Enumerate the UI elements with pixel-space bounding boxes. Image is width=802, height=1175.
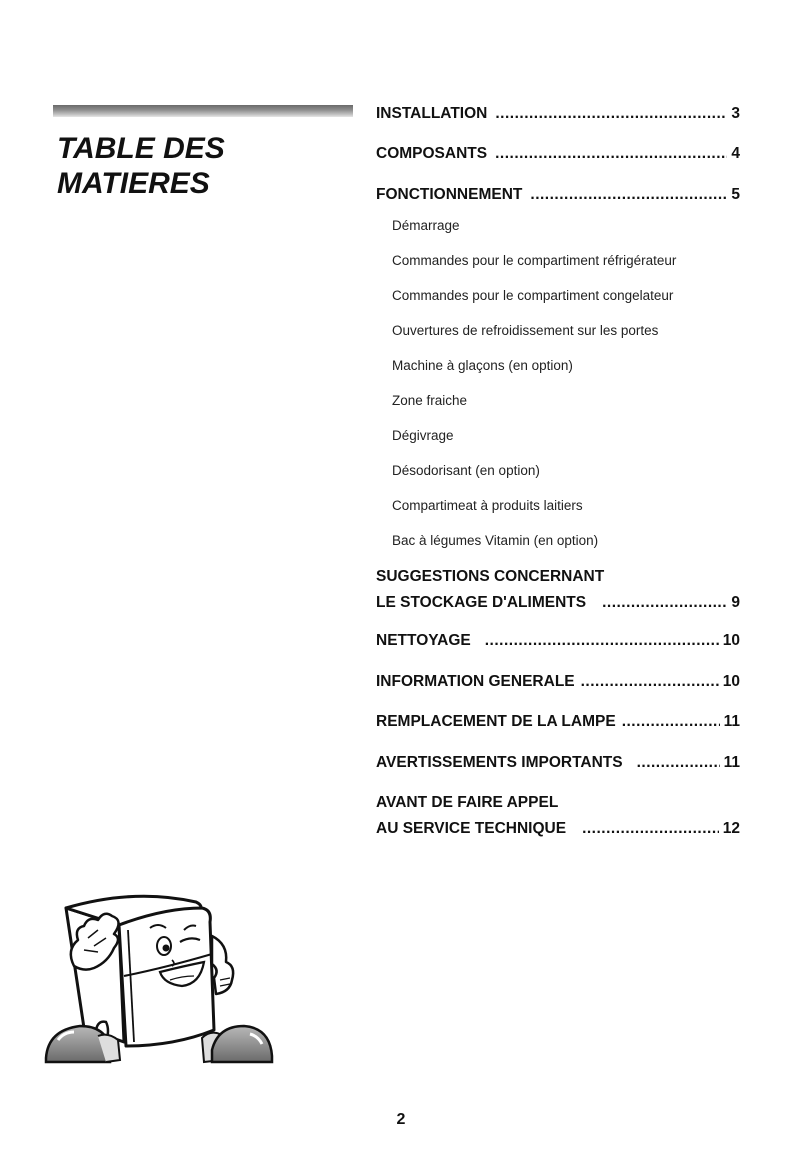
toc-entry-page: 9 xyxy=(731,594,740,611)
header-rule xyxy=(53,105,353,117)
toc-entry-remplacement-lampe[interactable] xyxy=(376,709,740,735)
toc-subitem[interactable]: Ouvertures de refroidissement sur les portes xyxy=(392,323,659,338)
toc-entry-label: FONCTIONNEMENT xyxy=(376,186,523,203)
dot-leader xyxy=(530,182,727,208)
toc-subitem[interactable]: Compartimeat à produits laitiers xyxy=(392,498,583,513)
toc-entry-nettoyage[interactable] xyxy=(376,628,740,654)
toc-subitem[interactable]: Machine à glaçons (en option) xyxy=(392,358,573,373)
dot-leader xyxy=(637,750,720,776)
dot-leader xyxy=(581,669,719,695)
dot-leader xyxy=(602,590,727,616)
toc-entry-page: 11 xyxy=(723,713,740,730)
toc-entry-label: AU SERVICE TECHNIQUE xyxy=(376,820,567,837)
dot-leader xyxy=(495,101,727,127)
toc-entry-stockage[interactable] xyxy=(376,564,740,616)
toc-entry-label: INSTALLATION xyxy=(376,105,488,122)
page-title-line-2: MATIERES xyxy=(57,167,210,200)
page-title xyxy=(57,131,225,201)
dot-leader xyxy=(485,628,719,654)
toc-entry-page: 10 xyxy=(722,673,740,690)
toc-entry-installation[interactable] xyxy=(376,101,740,127)
dot-leader xyxy=(622,709,720,735)
toc-subitem[interactable]: Commandes pour le compartiment congelateur xyxy=(392,288,674,303)
toc-subitem[interactable]: Désodorisant (en option) xyxy=(392,463,540,478)
toc-entry-page: 4 xyxy=(731,145,740,162)
toc-subitem[interactable]: Bac à légumes Vitamin (en option) xyxy=(392,533,599,548)
toc-entry-label: INFORMATION GENERALE xyxy=(376,673,575,690)
toc-entry-page: 3 xyxy=(731,105,740,122)
toc-entry-label: REMPLACEMENT DE LA LAMPE xyxy=(376,713,616,730)
toc-subitem[interactable]: Commandes pour le compartiment réfrigérateur xyxy=(392,253,677,268)
toc-entry-label: COMPOSANTS xyxy=(376,145,488,162)
toc-entry-label-line-1: AVANT DE FAIRE APPEL xyxy=(376,794,559,811)
refrigerator-mascot-icon xyxy=(44,880,276,1080)
toc-entry-label-line-1: SUGGESTIONS CONCERNANT xyxy=(376,568,605,585)
toc-subitem[interactable]: Démarrage xyxy=(392,218,460,233)
toc-entry-service-technique[interactable] xyxy=(376,790,740,842)
toc-subitem[interactable]: Dégivrage xyxy=(392,428,454,443)
toc-entry-page: 11 xyxy=(723,754,740,771)
toc-entry-page: 10 xyxy=(722,632,740,649)
toc-entry-fonctionnement[interactable] xyxy=(376,182,740,208)
toc-entry-composants[interactable] xyxy=(376,141,740,167)
toc-entry-page: 12 xyxy=(722,820,740,837)
toc-entry-label: AVERTISSEMENTS IMPORTANTS xyxy=(376,754,623,771)
toc-entry-label: LE STOCKAGE D'ALIMENTS xyxy=(376,594,587,611)
toc-entry-avertissements[interactable] xyxy=(376,750,740,776)
toc-subitem[interactable]: Zone fraiche xyxy=(392,393,468,408)
toc-entry-page: 5 xyxy=(731,186,740,203)
toc-entry-label: NETTOYAGE xyxy=(376,632,471,649)
page-title-line-1: TABLE DES xyxy=(57,132,225,165)
page-number: 2 xyxy=(396,1111,406,1128)
toc-entry-information-generale[interactable] xyxy=(376,669,740,695)
dot-leader xyxy=(582,816,719,842)
dot-leader xyxy=(495,141,727,167)
